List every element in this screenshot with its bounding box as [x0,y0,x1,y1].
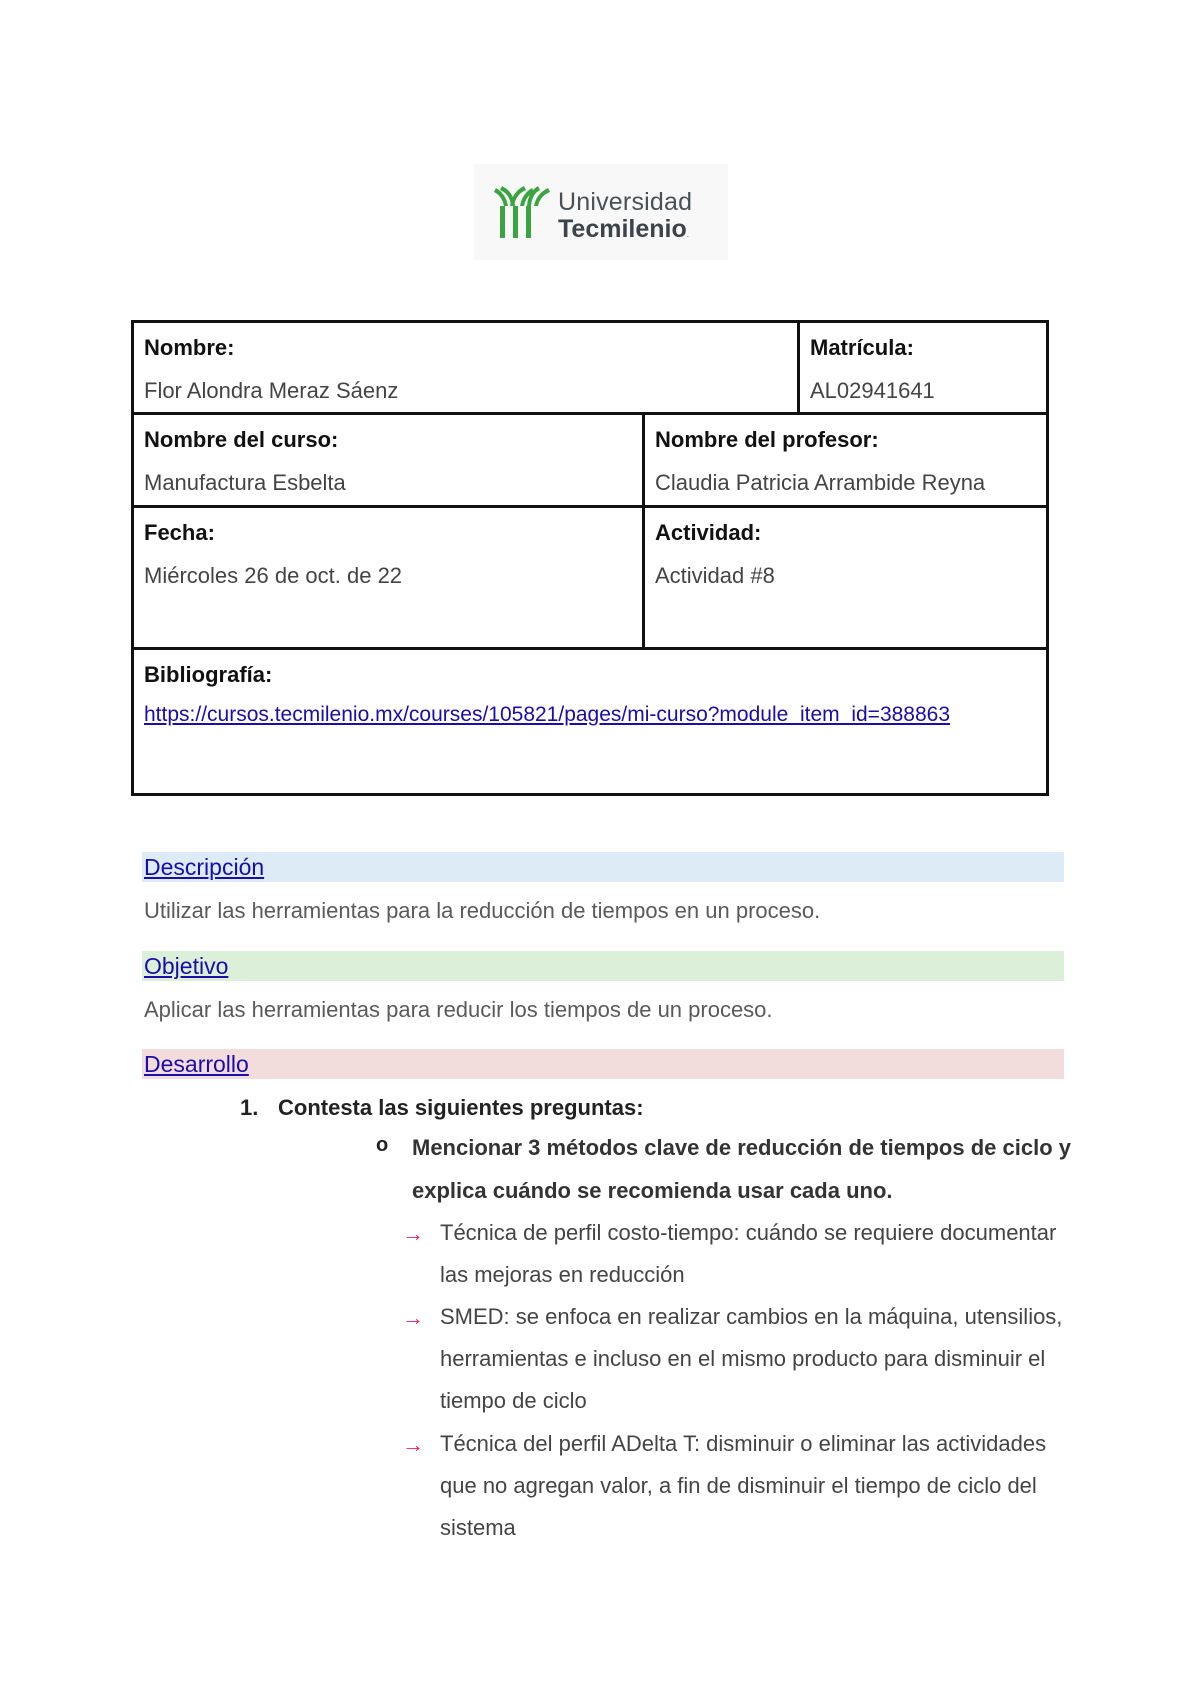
university-logo [474,164,728,260]
answer-item: Técnica del perfil ADelta T: disminuir o eliminar las actividades que no agregan valor, a fin de disminuir el tiempo de ciclo del sistema [440,1431,1047,1540]
question-text: Contesta las siguientes preguntas: [278,1095,644,1120]
descripcion-text: Utilizar las herramientas para la reducción de tiempos en un proceso. [144,898,821,923]
arrow-right-icon: → [402,1305,424,1330]
question-number: 1. [240,1095,259,1120]
answer-item: Técnica de perfil costo-tiempo: cuándo se requiere documentar las mejoras en reducción [440,1220,1057,1287]
arrow-right-icon: → [402,1221,424,1246]
nombre-value: Flor Alondra Meraz Sáenz [144,378,399,403]
cell-profesor [645,415,1046,505]
fecha-label: Fecha: [144,520,215,545]
answer-item: SMED: se enfoca en realizar cambios en la máquina, utensilios, herramientas e incluso en el mismo producto para disminuir el tiempo de ciclo [440,1304,1063,1413]
descripcion-link[interactable]: Descripción [144,854,265,880]
objetivo-heading [142,951,1064,981]
matricula-label: Matrícula: [810,335,914,360]
desarrollo-link[interactable]: Desarrollo [144,1051,249,1077]
descripcion-heading [142,852,1064,882]
cell-matricula [800,323,1046,412]
student-info-table [131,320,1049,796]
nombre-label: Nombre: [144,335,235,360]
objetivo-link[interactable]: Objetivo [144,953,229,979]
arrow-right-icon: → [402,1432,424,1457]
cell-nombre [134,323,797,412]
cell-actividad [645,508,1046,647]
logo-mark: . [686,230,689,239]
cell-curso [134,415,642,505]
cell-bibliografia [134,650,1046,793]
actividad-value: Actividad #8 [655,563,775,588]
logo-line1: Universidad [558,188,693,216]
desarrollo-heading [142,1049,1064,1079]
logo-line2 [558,217,692,242]
logo-line2-text: Tecmilenio [558,215,687,243]
tecmilenio-leaf-icon [494,184,554,240]
profesor-label: Nombre del profesor: [655,427,879,452]
curso-value: Manufactura Esbelta [144,470,346,495]
logo-wordmark [558,190,692,242]
profesor-value: Claudia Patricia Arrambide Reyna [655,470,986,495]
cell-fecha [134,508,642,647]
sub-question-text: Mencionar 3 métodos clave de reducción de tiempos de ciclo y explica cuándo se recomienda usar cada uno. [412,1135,1071,1203]
bibliografia-label: Bibliografía: [144,662,273,687]
curso-label: Nombre del curso: [144,427,339,452]
bibliografia-link[interactable]: https://cursos.tecmilenio.mx/courses/105821/pages/mi-curso?module_item_id=388863 [144,703,951,726]
fecha-value: Miércoles 26 de oct. de 22 [144,563,403,588]
matricula-value: AL02941641 [810,378,935,403]
sub-bullet-icon: o [376,1134,389,1156]
actividad-label: Actividad: [655,520,762,545]
objetivo-text: Aplicar las herramientas para reducir los tiempos de un proceso. [144,997,773,1022]
